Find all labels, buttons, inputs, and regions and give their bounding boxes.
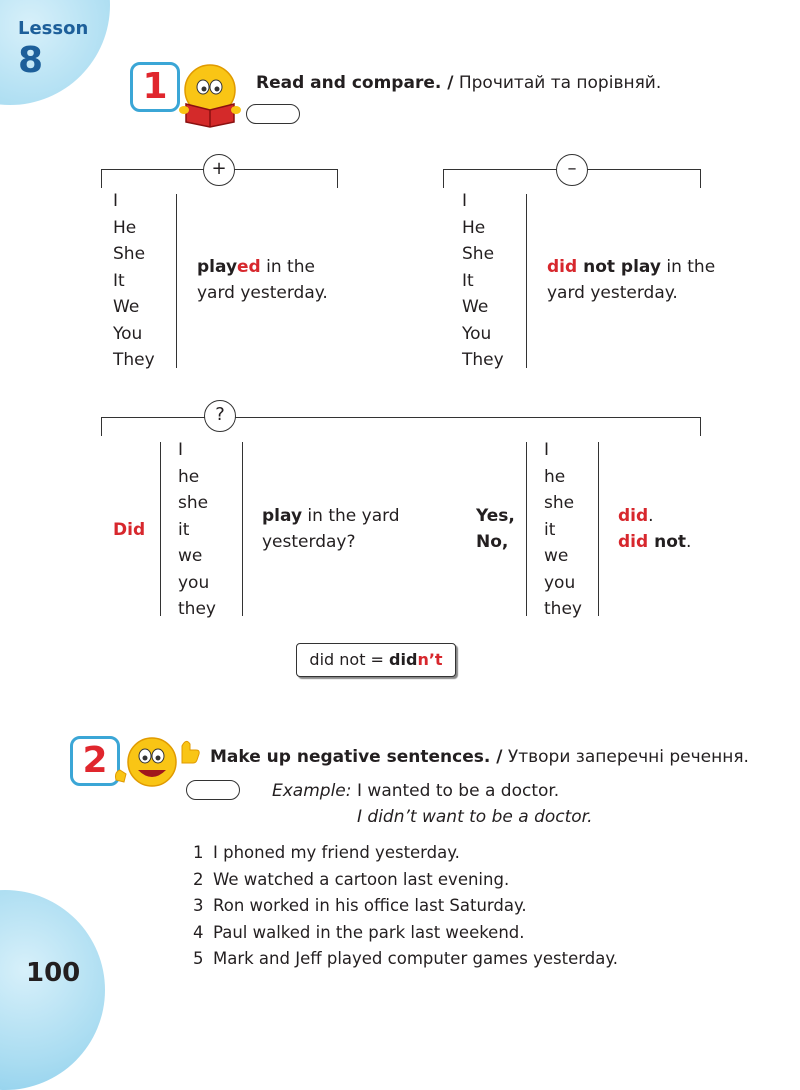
period: . (648, 506, 654, 526)
question-symbol: ? (204, 400, 236, 432)
question-predicate (262, 503, 400, 555)
sentence-list (193, 840, 618, 973)
predicate-line-2: yesterday? (262, 532, 356, 552)
plus-symbol: + (203, 154, 235, 186)
example-sentence: I wanted to be a doctor. (357, 781, 560, 801)
verb-ending: ed (237, 257, 261, 277)
speech-bubble-icon (246, 104, 300, 124)
exercise-1-title-bold: Read and compare. / (256, 73, 454, 93)
pronoun: She (113, 244, 146, 264)
pronoun: they (178, 599, 216, 619)
list-item (193, 867, 618, 894)
exercise-2-number: 2 (70, 736, 120, 786)
contraction-prefix: did not = (309, 650, 390, 669)
example-label: Example: (272, 781, 352, 801)
question-divider-2 (242, 442, 243, 616)
list-item (193, 920, 618, 947)
short-answers (618, 503, 691, 555)
pronoun: He (113, 217, 137, 238)
predicate-rest: in the (660, 257, 716, 277)
pronoun: You (462, 323, 492, 344)
contraction-nt: n’t (417, 650, 443, 669)
item-number: 3 (193, 896, 204, 915)
did-question: Did (113, 520, 146, 540)
pronoun: you (178, 572, 210, 593)
item-number: 4 (193, 922, 204, 942)
list-item (193, 840, 618, 867)
predicate-line-2: yard yesterday. (197, 283, 328, 303)
predicate-rest: in the (260, 257, 315, 277)
pronoun: I (462, 191, 468, 211)
pronoun: I (544, 440, 550, 460)
pronoun: We (462, 297, 489, 317)
speech-bubble-icon (186, 780, 240, 800)
lesson-corner (0, 0, 110, 105)
pronoun: They (113, 350, 155, 370)
answer-divider-1 (526, 442, 527, 616)
short-no-did: did (618, 532, 649, 552)
did-word: did (547, 257, 578, 277)
item-text: Paul walked in the park last weekend. (213, 922, 525, 942)
question-bracket (101, 417, 701, 436)
exercise-2-title-bold: Make up negative sentences. / (210, 747, 503, 767)
reading-smiley-icon (176, 60, 256, 130)
page-number: 100 (26, 958, 81, 988)
yes-word: Yes, (476, 506, 515, 526)
list-item (193, 946, 618, 973)
answer-divider-2 (598, 442, 599, 616)
item-number: 5 (193, 949, 204, 968)
negative-divider (526, 194, 527, 368)
pronoun: I (178, 440, 184, 460)
pronoun: she (544, 493, 575, 513)
positive-predicate (197, 254, 328, 306)
lesson-number: 8 (18, 40, 44, 81)
pronoun: it (178, 519, 190, 540)
pronoun: we (544, 546, 569, 566)
negative-pronouns (462, 188, 504, 374)
question-pronouns (178, 437, 216, 623)
item-text: I phoned my friend yesterday. (213, 843, 460, 862)
period: . (686, 532, 692, 552)
pronoun: He (462, 217, 486, 238)
not-play: not play (577, 257, 661, 277)
exercise-1-number: 1 (130, 62, 180, 112)
positive-pronouns (113, 188, 155, 374)
item-number: 1 (193, 843, 204, 862)
lesson-label: Lesson (18, 18, 89, 39)
short-no-not: not (648, 532, 686, 552)
exercise-1-title-rest: Прочитай та порівняй. (453, 73, 662, 93)
pronoun: they (544, 599, 582, 619)
pronoun: we (178, 546, 203, 566)
item-text: Mark and Jeff played computer games yesterday. (213, 949, 618, 968)
predicate-line-2: yard yesterday. (547, 283, 678, 303)
pronoun: he (178, 466, 200, 487)
pronoun: It (462, 270, 474, 291)
item-text: Ron worked in his office last Saturday. (213, 896, 527, 915)
short-yes-did: did (618, 506, 649, 526)
pronoun: she (178, 493, 209, 513)
item-number: 2 (193, 869, 204, 889)
page-corner (0, 890, 105, 1090)
play-word: play (262, 506, 303, 526)
yes-no-words (476, 503, 515, 555)
pronoun: It (113, 270, 125, 291)
question-divider-1 (160, 442, 161, 616)
contraction-box (296, 643, 456, 677)
pronoun: She (462, 244, 495, 264)
no-word: No, (476, 532, 509, 552)
item-text: We watched a cartoon last evening. (213, 869, 510, 889)
pronoun: You (113, 323, 143, 344)
predicate-rest: in the yard (302, 506, 400, 526)
pronoun: you (544, 572, 576, 593)
positive-divider (176, 194, 177, 368)
minus-symbol: – (556, 154, 588, 186)
verb-stem: play (197, 257, 238, 277)
answer-pronouns (544, 437, 582, 623)
exercise-2-title (210, 747, 749, 767)
pronoun: I (113, 191, 119, 211)
pronoun: he (544, 466, 566, 487)
list-item (193, 893, 618, 920)
negative-predicate (547, 254, 715, 306)
pronoun: We (113, 297, 140, 317)
pronoun: They (462, 350, 504, 370)
exercise-1-title (256, 73, 661, 93)
exercise-2-title-rest: Утвори заперечні речення. (502, 747, 749, 767)
contraction-did: did (389, 650, 418, 669)
example-answer: I didn’t want to be a doctor. (357, 807, 593, 827)
pronoun: it (544, 519, 556, 540)
